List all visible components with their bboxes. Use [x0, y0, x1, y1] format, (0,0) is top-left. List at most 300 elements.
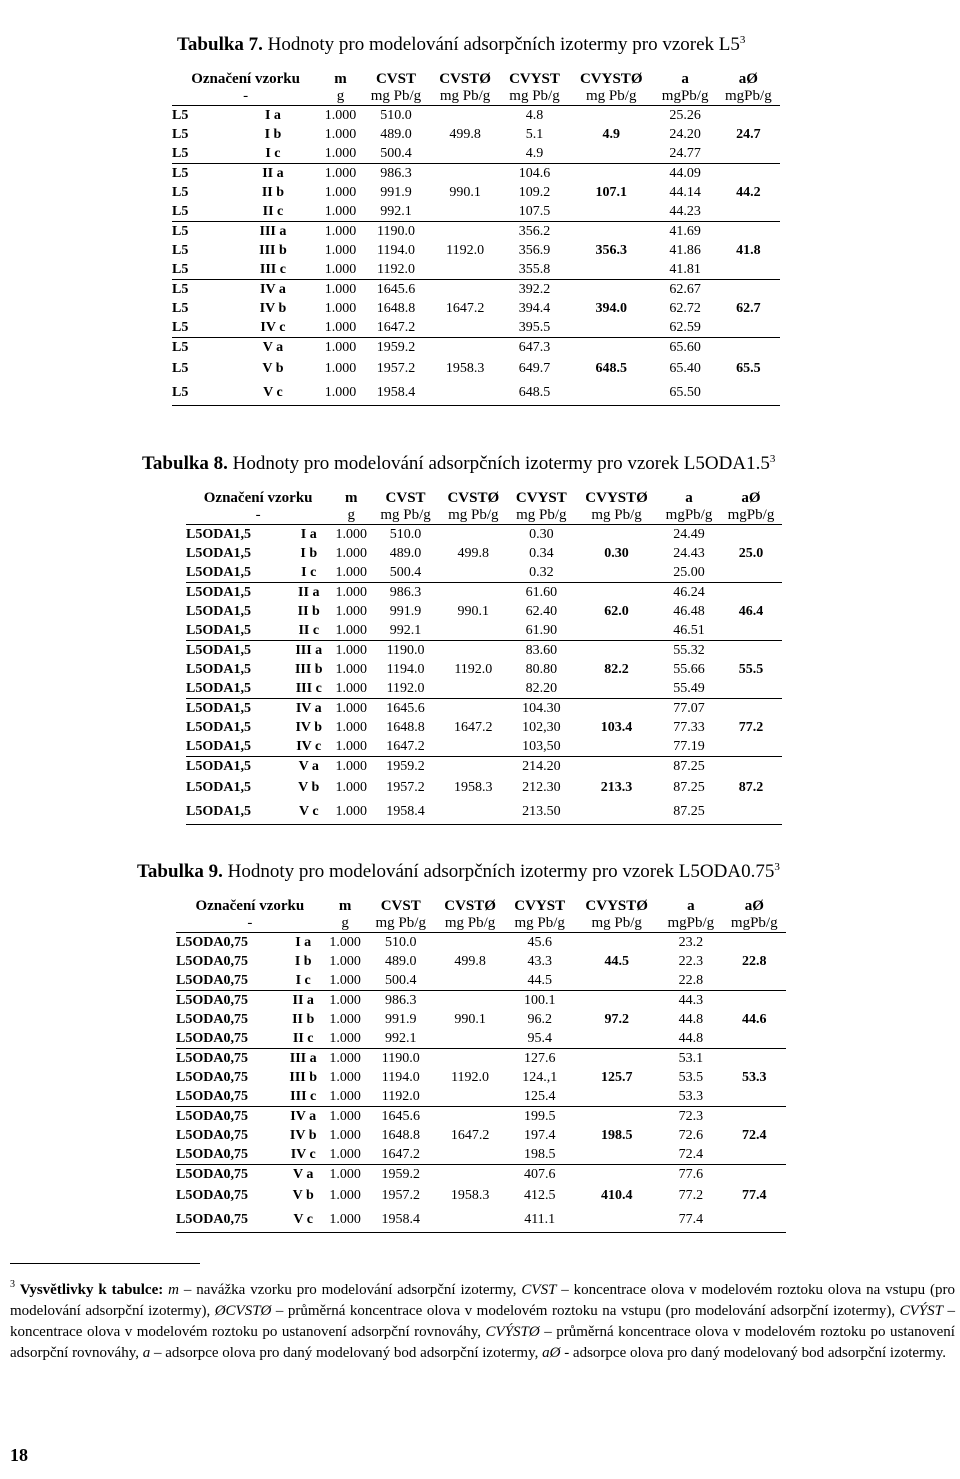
cell-a-avg: 41.8 — [736, 243, 761, 258]
header-label: CVSTØ — [447, 490, 500, 506]
cell-cvyst-avg — [569, 260, 654, 280]
cell-cvst-avg — [439, 563, 508, 583]
table-row — [176, 991, 786, 1011]
cell-cvyst: 104.30 — [508, 699, 575, 719]
cell-cvyst-avg: 125.7 — [600, 1070, 633, 1085]
table-9-footnote-mark: 3 — [774, 861, 780, 873]
cell-a: 44.14 — [669, 185, 701, 200]
cell-sample: L5ODA1,5 — [186, 800, 287, 825]
cell-cvyst: 412.5 — [523, 1188, 556, 1203]
cell-m: 1.000 — [329, 1031, 361, 1046]
cell-cvyst-avg — [575, 525, 658, 545]
cell-cvst-avg: 1192.0 — [454, 662, 493, 677]
table-row — [172, 106, 780, 126]
cell-a-avg — [723, 933, 786, 953]
cell-a-avg — [720, 757, 782, 777]
table-row — [172, 222, 780, 242]
cell-a-avg — [723, 1049, 786, 1069]
table-row — [186, 602, 782, 621]
header-unit: mg Pb/g — [505, 915, 574, 933]
cell-cvst-avg — [430, 338, 500, 358]
cell-m: 1.000 — [329, 1147, 361, 1162]
cell-m: 1.000 — [324, 991, 367, 1011]
cell-m: 1.000 — [335, 662, 367, 677]
cell-a-avg — [717, 260, 780, 280]
cell-a-avg — [720, 525, 782, 545]
cell-point: I a — [264, 108, 281, 123]
table-row — [172, 381, 780, 406]
cell-point: II b — [292, 1012, 315, 1027]
cell-sample: L5 — [172, 361, 189, 376]
cell-cvst-avg — [435, 1087, 505, 1107]
cell-sample: L5ODA0,75 — [176, 1012, 248, 1027]
cell-cvyst: 62.40 — [525, 604, 558, 619]
cell-cvyst: 356.9 — [518, 243, 551, 258]
cell-cvst-avg — [430, 202, 500, 222]
table-row — [172, 338, 780, 358]
cell-point: III b — [289, 1070, 318, 1085]
header-unit: mgPb/g — [658, 507, 720, 525]
cell-a-avg — [723, 1107, 786, 1127]
cell-cvyst-avg — [569, 164, 654, 184]
cell-a: 62.59 — [669, 320, 701, 335]
cell-cvyst: 125.4 — [523, 1089, 556, 1104]
cell-m: 1.000 — [329, 973, 361, 988]
cell-cvyst: 107.5 — [518, 204, 551, 219]
cell-sample: L5ODA0,75 — [176, 1107, 283, 1127]
cell-cvyst: 4.9 — [525, 146, 544, 161]
cell-cvyst-avg — [575, 679, 658, 699]
table-row — [172, 318, 780, 338]
cell-cvst-avg — [439, 757, 508, 777]
cell-cvst: 1959.2 — [362, 338, 430, 358]
cell-cvyst: 96.2 — [527, 1012, 552, 1027]
table-row — [176, 1049, 786, 1069]
cell-cvst: 1959.2 — [366, 1165, 435, 1185]
cell-a: 44.23 — [669, 204, 701, 219]
cell-a: 23.2 — [678, 935, 704, 950]
header-unit: mg Pb/g — [372, 507, 439, 525]
cell-cvst: 489.0 — [384, 954, 417, 969]
cell-a: 65.40 — [669, 361, 701, 376]
cell-cvst-avg — [430, 106, 500, 126]
table-row — [172, 202, 780, 222]
cell-sample: L5ODA1,5 — [186, 681, 251, 696]
cell-m: 1.000 — [324, 301, 357, 316]
table-row — [176, 1087, 786, 1107]
header-unit: mg Pb/g — [362, 88, 430, 106]
cell-cvst-avg: 1647.2 — [450, 1128, 490, 1143]
table-row — [186, 544, 782, 563]
cell-cvyst: 212.30 — [522, 780, 561, 795]
footnote-segment: a — [142, 1345, 151, 1361]
cell-point: III b — [259, 243, 287, 258]
cell-a-avg — [717, 106, 780, 126]
cell-cvst: 510.0 — [380, 108, 412, 123]
table-8 — [186, 490, 782, 825]
cell-cvst: 510.0 — [384, 935, 417, 950]
cell-cvyst: 0.30 — [529, 527, 554, 542]
cell-cvyst-avg — [569, 222, 654, 242]
cell-a-avg: 55.5 — [738, 662, 764, 677]
cell-a: 77.2 — [678, 1188, 704, 1203]
table-7-caption — [177, 34, 745, 56]
cell-a: 65.50 — [654, 381, 717, 406]
cell-cvyst-avg: 356.3 — [595, 243, 627, 258]
cell-cvst: 1192.0 — [386, 681, 425, 696]
cell-a: 72.4 — [678, 1147, 704, 1162]
cell-a: 55.32 — [658, 641, 720, 661]
footnote-segment: – adsorpce olova pro daný modelovaný bod adsorpční izotermy, — [150, 1345, 543, 1361]
cell-cvyst-avg — [569, 318, 654, 338]
header-label: m — [334, 71, 347, 87]
table-row — [186, 757, 782, 777]
cell-cvyst-avg: 44.5 — [604, 954, 629, 969]
header-unit: g — [319, 88, 362, 106]
cell-a: 44.3 — [659, 991, 722, 1011]
cell-a: 24.49 — [673, 527, 705, 542]
cell-a-avg: 44.6 — [742, 1012, 767, 1027]
cell-point: V a — [227, 338, 320, 358]
cell-a: 77.19 — [673, 739, 705, 754]
cell-cvst-avg — [435, 1107, 505, 1127]
cell-cvyst: 394.4 — [518, 301, 551, 316]
cell-point: I c — [301, 565, 317, 580]
cell-cvyst-avg — [575, 800, 658, 825]
cell-cvst: 1194.0 — [381, 1070, 420, 1085]
cell-cvyst-avg: 394.0 — [595, 301, 627, 316]
cell-a-avg: 46.4 — [738, 604, 764, 619]
cell-cvst: 992.1 — [384, 1031, 417, 1046]
cell-point: III a — [227, 222, 320, 242]
header-label: m — [344, 490, 358, 506]
cell-point: V c — [283, 1208, 324, 1233]
cell-a-avg: 87.2 — [738, 780, 764, 795]
cell-m: 1.000 — [335, 720, 367, 735]
cell-a: 55.49 — [673, 681, 705, 696]
cell-cvst-avg — [430, 381, 500, 406]
cell-a-avg: 65.5 — [736, 361, 761, 376]
cell-a-avg — [720, 679, 782, 699]
table-8-label: Tabulka 8. — [142, 453, 228, 474]
cell-a-avg — [723, 971, 786, 991]
cell-cvyst-avg — [569, 280, 654, 300]
cell-cvst: 1647.2 — [386, 739, 425, 754]
cell-sample: L5ODA1,5 — [186, 699, 287, 719]
cell-cvst: 991.9 — [380, 185, 412, 200]
cell-cvyst-avg — [574, 1087, 659, 1107]
header-unit: mg Pb/g — [435, 915, 505, 933]
cell-cvst: 991.9 — [389, 604, 422, 619]
cell-cvst: 1648.8 — [376, 301, 416, 316]
cell-a: 77.33 — [673, 720, 705, 735]
table-row — [176, 952, 786, 971]
cell-cvst: 1648.8 — [381, 1128, 420, 1143]
cell-cvyst: 95.4 — [527, 1031, 552, 1046]
cell-cvyst-avg — [574, 1107, 659, 1127]
cell-point: I c — [265, 146, 281, 161]
cell-sample: L5ODA0,75 — [176, 1070, 248, 1085]
cell-sample: L5ODA0,75 — [176, 1031, 248, 1046]
header-label: Označení vzorku — [191, 71, 300, 87]
footnote — [10, 1280, 955, 1364]
cell-cvyst-avg: 198.5 — [600, 1128, 633, 1143]
cell-sample: L5ODA1,5 — [186, 757, 287, 777]
table-row — [176, 1126, 786, 1145]
cell-cvyst-avg: 0.30 — [604, 546, 629, 561]
cell-m: 1.000 — [329, 1070, 361, 1085]
cell-cvst-avg: 499.8 — [457, 546, 490, 561]
cell-sample: L5ODA1,5 — [186, 546, 251, 561]
cell-cvyst: 4.8 — [525, 108, 544, 123]
cell-m: 1.000 — [329, 935, 361, 950]
cell-point: II a — [287, 583, 330, 603]
cell-cvst: 1190.0 — [372, 641, 439, 661]
table-row — [186, 641, 782, 661]
cell-cvst-avg — [439, 737, 508, 757]
header-label: CVYSTØ — [579, 71, 643, 87]
cell-cvyst: 355.8 — [518, 262, 551, 277]
cell-point: II c — [298, 623, 320, 638]
cell-cvst-avg — [439, 583, 508, 603]
cell-m: 1.000 — [329, 1128, 361, 1143]
table-8-footnote-mark: 3 — [769, 453, 776, 465]
cell-a-avg — [720, 641, 782, 661]
table-8-title: Hodnoty pro modelování adsorpčních izotermy pro vzorek L5ODA1.5 — [232, 453, 770, 474]
cell-cvyst-avg: 62.0 — [604, 604, 629, 619]
cell-a-avg: 53.3 — [742, 1070, 767, 1085]
cell-cvyst: 197.4 — [523, 1128, 556, 1143]
cell-m: 1.000 — [324, 1107, 367, 1127]
cell-sample: L5ODA1,5 — [186, 527, 251, 542]
header-label: aØ — [741, 490, 761, 506]
table-row — [172, 280, 780, 300]
table-row — [172, 183, 780, 202]
table-row — [176, 1010, 786, 1029]
cell-a-avg — [717, 202, 780, 222]
footnote-segment: – průměrná koncentrace olova v modelovém roztoku po ustanovení adsorpční rovnováhy, — [10, 1324, 955, 1361]
cell-a: 65.60 — [654, 338, 717, 358]
header-unit: mgPb/g — [654, 88, 717, 106]
cell-a-avg — [720, 583, 782, 603]
cell-m: 1.000 — [330, 583, 372, 603]
cell-m: 1.000 — [329, 954, 361, 969]
cell-a-avg — [720, 800, 782, 825]
header-unit: g — [330, 507, 372, 525]
header-label: CVST — [380, 898, 421, 914]
cell-cvst: 1194.0 — [376, 243, 415, 258]
cell-sample: L5 — [172, 127, 189, 142]
cell-cvst: 986.3 — [366, 991, 435, 1011]
cell-m: 1.000 — [329, 1188, 361, 1203]
cell-a-avg: 62.7 — [736, 301, 761, 316]
table-row — [176, 1068, 786, 1087]
cell-point: V b — [262, 361, 284, 376]
cell-cvst: 991.9 — [384, 1012, 417, 1027]
cell-cvst: 1192.0 — [381, 1089, 420, 1104]
cell-cvst-avg — [439, 699, 508, 719]
footnote-segment: – navážka vzorku pro modelování adsorpční izotermy, — [178, 1282, 522, 1298]
cell-cvst: 1958.4 — [372, 800, 439, 825]
cell-a: 44.8 — [678, 1031, 704, 1046]
cell-m: 1.000 — [319, 381, 362, 406]
cell-cvst: 1957.2 — [386, 780, 425, 795]
cell-sample: L5ODA1,5 — [186, 583, 287, 603]
cell-point: V a — [287, 757, 330, 777]
cell-point: IV a — [283, 1107, 324, 1127]
footnote-segment: CVST — [521, 1282, 557, 1298]
cell-point: IV c — [296, 739, 322, 754]
header-unit: mg Pb/g — [569, 88, 654, 106]
header-label: CVST — [385, 490, 426, 506]
cell-sample: L5ODA0,75 — [176, 1165, 283, 1185]
cell-cvyst: 213.50 — [508, 800, 575, 825]
table-row — [172, 299, 780, 318]
cell-point: II b — [297, 604, 320, 619]
cell-point: I a — [300, 527, 317, 542]
cell-cvst-avg — [439, 621, 508, 641]
page-number: 18 — [10, 1445, 28, 1465]
cell-cvst: 500.4 — [380, 146, 412, 161]
cell-a-avg: 77.2 — [738, 720, 764, 735]
cell-cvyst-avg — [574, 933, 659, 953]
cell-point: III a — [287, 641, 330, 661]
table-9 — [176, 898, 786, 1233]
cell-point: III a — [283, 1049, 324, 1069]
header-unit: mg Pb/g — [439, 507, 508, 525]
cell-a: 87.25 — [658, 757, 720, 777]
cell-cvst-avg — [430, 222, 500, 242]
cell-m: 1.000 — [330, 800, 372, 825]
cell-cvyst-avg — [575, 621, 658, 641]
cell-cvyst: 647.3 — [500, 338, 569, 358]
cell-cvyst-avg: 213.3 — [600, 780, 633, 795]
header-label: CVYSTØ — [585, 898, 648, 914]
cell-sample: L5 — [172, 320, 189, 335]
cell-cvyst-avg — [569, 381, 654, 406]
cell-cvyst: 44.5 — [527, 973, 552, 988]
cell-cvst-avg — [430, 260, 500, 280]
cell-cvst-avg — [435, 1029, 505, 1049]
cell-point: V a — [283, 1165, 324, 1185]
table-row — [176, 971, 786, 991]
header-unit: mg Pb/g — [575, 507, 658, 525]
footnote-segment: aØ — [542, 1345, 561, 1361]
cell-m: 1.000 — [319, 338, 362, 358]
header-label: CVYSTØ — [585, 490, 648, 506]
cell-a: 46.51 — [673, 623, 705, 638]
footnote-mark: 3 — [10, 1279, 15, 1290]
cell-cvst-avg — [439, 800, 508, 825]
table-row — [176, 1029, 786, 1049]
cell-a-avg — [717, 144, 780, 164]
cell-a: 46.24 — [658, 583, 720, 603]
table-7-label: Tabulka 7. — [177, 34, 263, 55]
header-unit: mg Pb/g — [430, 88, 500, 106]
cell-sample: L5 — [172, 243, 189, 258]
cell-cvst: 500.4 — [384, 973, 417, 988]
cell-cvyst: 127.6 — [505, 1049, 574, 1069]
cell-cvst: 1645.6 — [362, 280, 430, 300]
cell-cvyst: 104.6 — [500, 164, 569, 184]
cell-m: 1.000 — [335, 681, 367, 696]
cell-a-avg — [717, 164, 780, 184]
table-9-label: Tabulka 9. — [137, 861, 223, 882]
cell-a-avg — [723, 1145, 786, 1165]
cell-sample: L5ODA1,5 — [186, 739, 251, 754]
table-row — [186, 737, 782, 757]
cell-cvst-avg: 990.1 — [454, 1012, 486, 1027]
footnote-segment: - adsorpce olova pro daný modelovaný bod adsorpční izotermy. — [560, 1345, 947, 1361]
cell-a-avg: 24.7 — [736, 127, 761, 142]
cell-cvst-avg: 990.1 — [449, 185, 481, 200]
cell-cvst: 1190.0 — [366, 1049, 435, 1069]
cell-cvyst: 103,50 — [522, 739, 561, 754]
cell-cvyst: 82.20 — [525, 681, 558, 696]
cell-cvst-avg — [435, 991, 505, 1011]
cell-cvst: 1645.6 — [366, 1107, 435, 1127]
cell-point: V b — [298, 780, 320, 795]
cell-cvyst: 199.5 — [505, 1107, 574, 1127]
cell-cvyst-avg — [574, 1145, 659, 1165]
cell-point: II a — [283, 991, 324, 1011]
cell-m: 1.000 — [319, 164, 362, 184]
header-label: CVYST — [515, 490, 567, 506]
cell-m: 1.000 — [324, 320, 357, 335]
cell-cvst-avg — [430, 164, 500, 184]
cell-m: 1.000 — [319, 280, 362, 300]
cell-m: 1.000 — [330, 641, 372, 661]
cell-a-avg: 22.8 — [742, 954, 767, 969]
table-8-caption — [142, 453, 775, 475]
cell-a: 24.20 — [669, 127, 701, 142]
cell-point: I b — [300, 546, 318, 561]
cell-point: II a — [227, 164, 320, 184]
cell-a-avg — [717, 222, 780, 242]
table-row — [176, 1208, 786, 1233]
cell-point: III c — [295, 681, 322, 696]
cell-cvst: 510.0 — [389, 527, 422, 542]
cell-a: 77.6 — [659, 1165, 722, 1185]
cell-a-avg — [720, 699, 782, 719]
footnote-segment: CVÝST — [899, 1303, 943, 1319]
cell-a: 77.07 — [658, 699, 720, 719]
cell-m: 1.000 — [329, 1089, 361, 1104]
cell-cvst: 1645.6 — [372, 699, 439, 719]
header-label: CVSTØ — [439, 71, 491, 87]
cell-m: 1.000 — [324, 361, 357, 376]
cell-cvyst: 100.1 — [505, 991, 574, 1011]
cell-a: 77.4 — [659, 1208, 722, 1233]
cell-cvyst: 45.6 — [527, 935, 552, 950]
cell-a: 46.48 — [673, 604, 705, 619]
cell-sample: L5ODA0,75 — [176, 1089, 248, 1104]
cell-sample: L5ODA1,5 — [186, 623, 251, 638]
cell-cvyst-avg — [569, 144, 654, 164]
cell-cvyst-avg — [574, 991, 659, 1011]
cell-cvst-avg — [430, 144, 500, 164]
footnote-segment: – průměrná koncentrace olova v modelovém roztoku na vstupu (pro modelování adsorpční izotermy), — [271, 1303, 900, 1319]
cell-point: IV a — [287, 699, 330, 719]
cell-point: III b — [294, 662, 323, 677]
cell-sample: L5ODA1,5 — [186, 780, 251, 795]
cell-cvyst-avg — [574, 1208, 659, 1233]
cell-point: I b — [294, 954, 312, 969]
cell-sample: L5 — [172, 204, 189, 219]
cell-m: 1.000 — [330, 757, 372, 777]
cell-cvst-avg — [439, 679, 508, 699]
cell-sample: L5 — [172, 381, 227, 406]
